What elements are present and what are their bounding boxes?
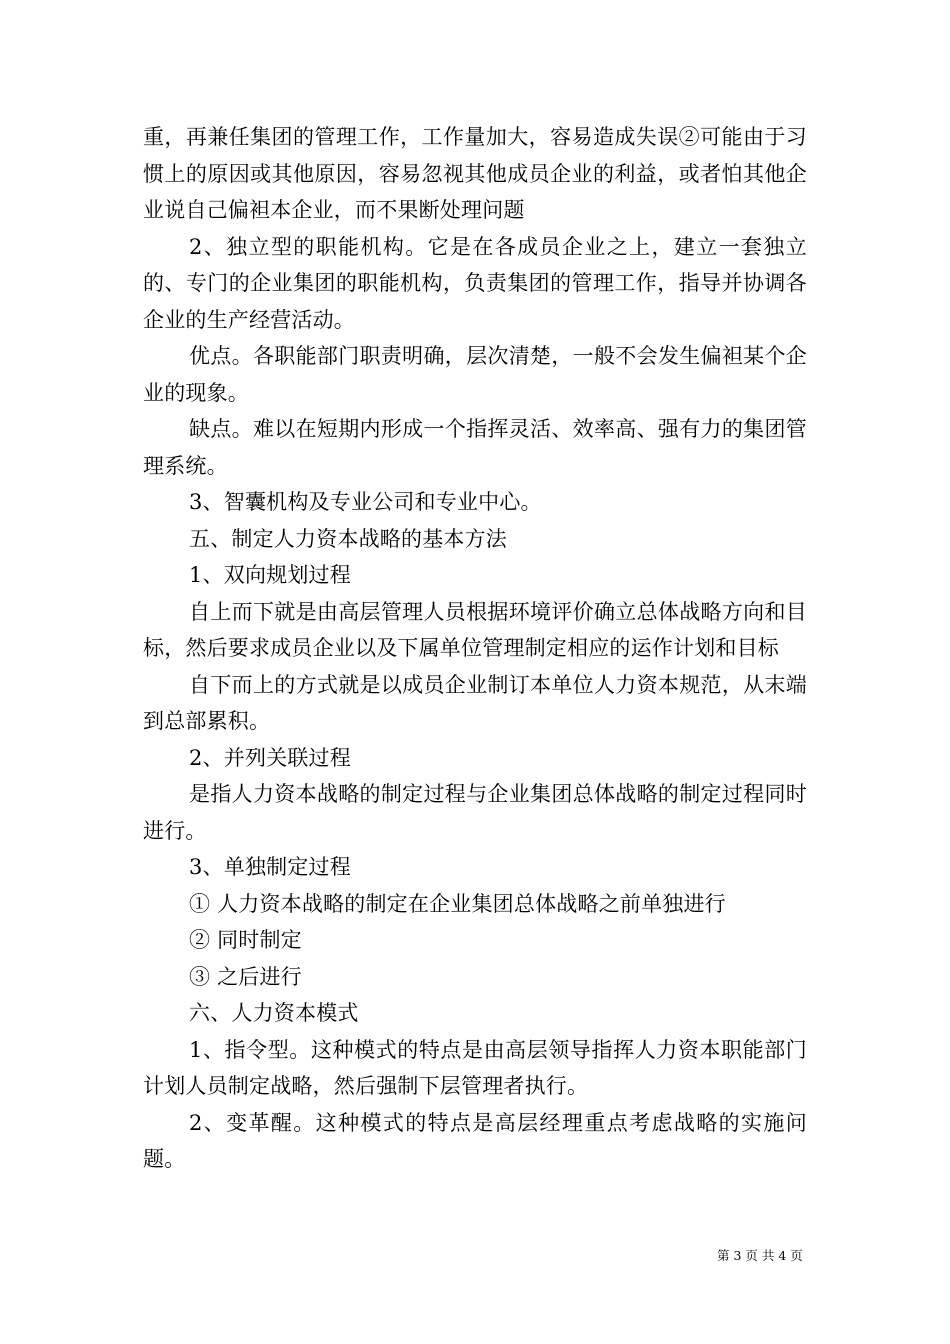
paragraph: 2、变革醒。这种模式的特点是高层经理重点考虑战略的实施问题。	[143, 1110, 807, 1171]
paragraph: 是指人力资本战略的制定过程与企业集团总体战略的制定过程同时进行。	[143, 782, 807, 843]
subsection-heading: 2、并列关联过程	[189, 745, 351, 770]
section-heading: 五、制定人力资本战略的基本方法	[189, 526, 507, 551]
paragraph: 1、指令型。这种模式的特点是由高层领导指挥人力资本职能部门计划人员制定战略，然后强制下层管理者执行。	[143, 1037, 807, 1098]
paragraph: 2、独立型的职能机构。它是在各成员企业之上，建立一套独立的、专门的企业集团的职能机构，负责集团的管理工作，指导并协调各企业的生产经营活动。	[143, 234, 807, 332]
page-body	[143, 119, 807, 1178]
paragraph: 自上而下就是由高层管理人员根据环境评价确立总体战略方向和目标，然后要求成员企业以及下属单位管理制定相应的运作计划和目标	[143, 599, 807, 660]
paragraph: 自下而上的方式就是以成员企业制订本单位人力资本规范，从末端到总部累积。	[143, 672, 807, 733]
section-heading: 六、人力资本模式	[189, 1001, 359, 1025]
subsection-heading: 3、单独制定过程	[189, 855, 351, 879]
list-item: ① 人力资本战略的制定在企业集团总体战略之前单独进行	[189, 891, 726, 916]
paragraph: 重，再兼任集团的管理工作，工作量加大，容易造成失误②可能由于习惯上的原因或其他原因，容易忽视其他成员企业的利益，或者怕其他企业说自己偏袒本企业，而不果断处理问题	[143, 125, 807, 222]
paragraph: 优点。各职能部门职责明确，层次清楚，一般不会发生偏袒某个企业的现象。	[143, 344, 807, 405]
paragraph: 缺点。难以在短期内形成一个指挥灵活、效率高、强有力的集团管理系统。	[143, 417, 807, 478]
list-item: ② 同时制定	[189, 928, 302, 952]
subsection-heading: 1、双向规划过程	[189, 563, 351, 587]
list-item: ③ 之后进行	[189, 964, 302, 989]
page-number-footer: 第 3 页 共 4 页	[717, 1248, 803, 1263]
paragraph: 3、智囊机构及专业公司和专业中心。	[189, 490, 542, 514]
